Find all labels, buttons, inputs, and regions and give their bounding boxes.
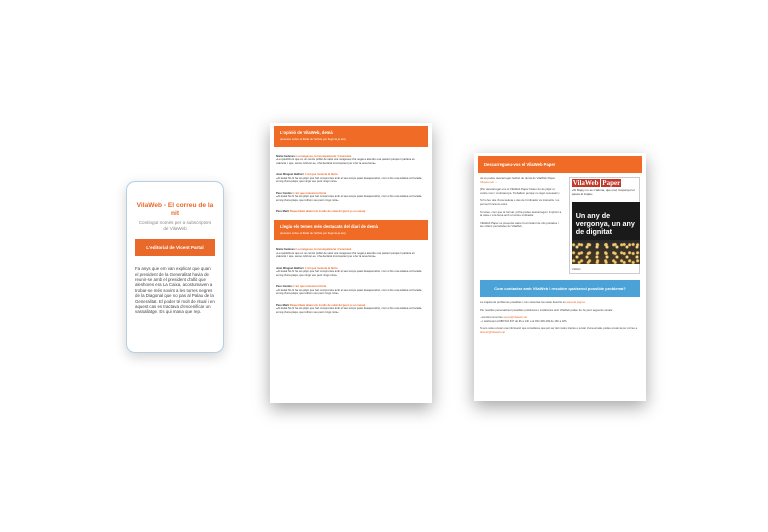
paper-masthead-tag: Paper	[602, 179, 621, 187]
article-author: Joan Minguet Batllori:	[276, 266, 305, 270]
paper-masthead: VilaWeb Paper	[572, 179, 621, 187]
download-section-header	[478, 156, 642, 173]
article-author: Pere Cardús:	[276, 191, 293, 195]
contact-body	[480, 301, 640, 335]
section-subtitle: (accesso sobre el llistat de l'article per llegir-la ja ara)	[280, 137, 346, 141]
article-link[interactable]: L'art que molesta la fàrria	[304, 266, 338, 270]
download-paragraph: Si voleu, com que té format, pdf la podeu descarregar i imprimir a la casa o a la feina amb el vostre ordinador.	[480, 209, 562, 218]
paper-download-newsletter-preview	[474, 153, 646, 401]
article-link[interactable]: La metgessa, la incompetència i l'enemiest	[296, 154, 352, 158]
article-author: Núria Cadenes:	[276, 248, 296, 252]
article-snippet: «Al·lèutal No hi ha res pitjor que l'art compromès amb el seu temps passi desapercebut, com si fos una estàtua col·locada enmig d'una plaça, que tothom veu però ningú mira»	[276, 195, 422, 202]
director-email-link[interactable]: director@vilaweb.cat	[480, 330, 505, 334]
article-link[interactable]: L'art que molesta la fàrria	[304, 173, 338, 177]
download-content	[480, 177, 640, 274]
mobile-email-preview	[126, 181, 224, 353]
article-link[interactable]: L'art que molesta la fàrria	[293, 191, 327, 195]
article-author: Núria Cadenes:	[276, 154, 296, 158]
download-paragraph: VilaWeb Paper us presenta cada nit al instant de nits portades i les millors periodistes de VilaWeb.	[480, 220, 559, 229]
phone-title: VilaWeb - El correu de la nit	[136, 202, 214, 217]
paper-footer: VilaWeb	[571, 268, 581, 271]
contact-paragraph: - escrivint al correu suport@vilaweb.cat	[480, 316, 527, 320]
section-subtitle: (accesso sobre el llistat de l'article per llegir-la ja ara)	[280, 230, 346, 235]
contact-paragraph: - o telefonant al 688 544 637 de 9h a 14h o al 934 409 439 de 16h a 18h.	[480, 319, 568, 323]
download-paragraph: (Per descarregar-vos el VilaWeb Paper bisteu fer de pitjar el vostre nom i contrasenya. Treballem perquè no sigui necessari.)	[480, 187, 560, 195]
contact-section-header: Com contactar amb VilaWeb i resoldre qualsevol possible problema?	[480, 280, 640, 297]
contact-paragraph: Per resoldre personalment possibles problemes o incidències amb VilaWeb podeu fer-ho però seguents canals:	[480, 308, 613, 312]
article-snippet: «Al·lèutal No hi ha res pitjor que l'art compromès amb el seu temps passi desapercebut, com si fos una estàtua col·locada enmig d'una plaça, que tothom veu però ningú mira»	[276, 288, 422, 296]
opinion-section-header	[274, 126, 428, 147]
article-author: Pere Martí	[276, 210, 289, 214]
article-list-2	[276, 248, 426, 314]
download-paragraph: Ja us podeu descarregar l'edició de demà de VilaWeb Paper. Cliqueu ací →	[480, 176, 556, 184]
article-snippet: «La rpèobliti és que en un centre públic de salut una metgessa s'ha negat a atendre una pacient perquè li parlava en valencià. I que, sense rubricar-se, s'ha declarat incompetent per a fer la seva feina»	[276, 251, 415, 259]
opinion-newsletter-preview	[270, 123, 432, 403]
article-link[interactable]: L'art que molesta la fàrria	[293, 285, 327, 289]
paper-cover-photo	[572, 202, 640, 264]
article-snippet: «Al·lèutal No hi ha res pitjor que l'art compromès amb el seu temps passi desapercebut, com si fos una estàtua col·locada enmig d'una plaça, que ningú veu però ningú mira»	[276, 176, 422, 184]
highlights-section-header	[274, 220, 428, 241]
phone-body-text: Fa anys que em van explicar que quan el president de la Generalitat havia de reunir-se amb el president d'allò que aleshores era La Caixa, acostumaven a trobar-se més sovint a les torres negres de la Diagonal que no pas al Palau de la Generalitat. El poder té molt de ritual i en aquest cas es tractava d'escenificar un vassallatge. Es qui mana que rep.	[135, 266, 215, 315]
contact-paragraph: La majoria de problemes possibles i com solventar-los estan descrits en aquesta pàgina	[480, 301, 585, 304]
article-list-1	[276, 155, 426, 214]
contact-paragraph: Si ens voleu enviar una informació que considereu que pot ser del nostre interès o enviar d'una errada, podeu enviar-la per correu a director@vilaweb.cat	[480, 327, 638, 334]
article-snippet: «La rpèobliti és que en un centre públic de salut una metgessa s'ha negat a atendre una pacient perquè li parlava en valencià. I que, sense rubricar-se, s'ha declarat incompetent per a fer la seva feina»	[276, 158, 415, 165]
article-author: Pere Martí	[276, 303, 289, 307]
phone-subtitle: Contingut només per a subscriptors de VilaWeb	[138, 220, 212, 231]
article-author: Joan Minguet Batllori:	[276, 173, 305, 177]
article-link[interactable]: Paquet Batz abaixi els Jordis de rebel·lió (però jo no menu)	[289, 210, 366, 214]
paper-big-headline: Un any de vergonya, un any de dignitat	[575, 211, 635, 236]
article-link[interactable]: La metgessa, la incompetència i l'enemiest	[296, 248, 352, 252]
section-title: Descarregueu-vos el VilaWeb Paper	[484, 162, 556, 167]
paper-headline: «Si Rajoy no se n'adona, que mal, l'espanyol el passa al Jutjat»	[571, 188, 635, 196]
article-snippet: «Al·lèutal No hi ha res pitjor que l'art compromès amb el seu temps passi desapercebut, com si fos una estàtua col·locada enmig d'una plaça, que tothom veu però ningú mira»	[276, 307, 422, 314]
help-page-link[interactable]: aquesta pàgina	[566, 301, 585, 304]
paper-cover-thumbnail[interactable]	[569, 177, 640, 274]
section-title: Llegiu els temes més destacats del diari de demà	[280, 223, 378, 229]
support-email-link[interactable]: suport@vilaweb.cat	[503, 316, 527, 320]
download-paragraph: Si ho feu des d'una tauleta o des de l'ordinador és interactiu i us permet funcions extra.	[480, 198, 560, 206]
article-snippet: «Al·lèutal No hi ha res pitjor que l'art compromès amb el seu temps passi desapercebut, com si fos una estàtua col·locada enmig d'una plaça, que ningú veu però ningú mira»	[276, 270, 422, 277]
crowd-lights-image	[572, 240, 640, 264]
article-byline	[276, 210, 426, 214]
download-text	[480, 177, 563, 274]
section-title: L'opinió de VilaWeb, demà	[280, 130, 333, 135]
download-link[interactable]: Cliqueu ací →	[480, 179, 498, 184]
editorial-button[interactable]: L'editorial de Vicent Partal	[135, 239, 215, 256]
article-link[interactable]: Paquet Batz abaixi els Jordis de rebel·lió (però jo no menu)	[289, 303, 366, 307]
article-author: Pere Cardús:	[276, 285, 293, 289]
